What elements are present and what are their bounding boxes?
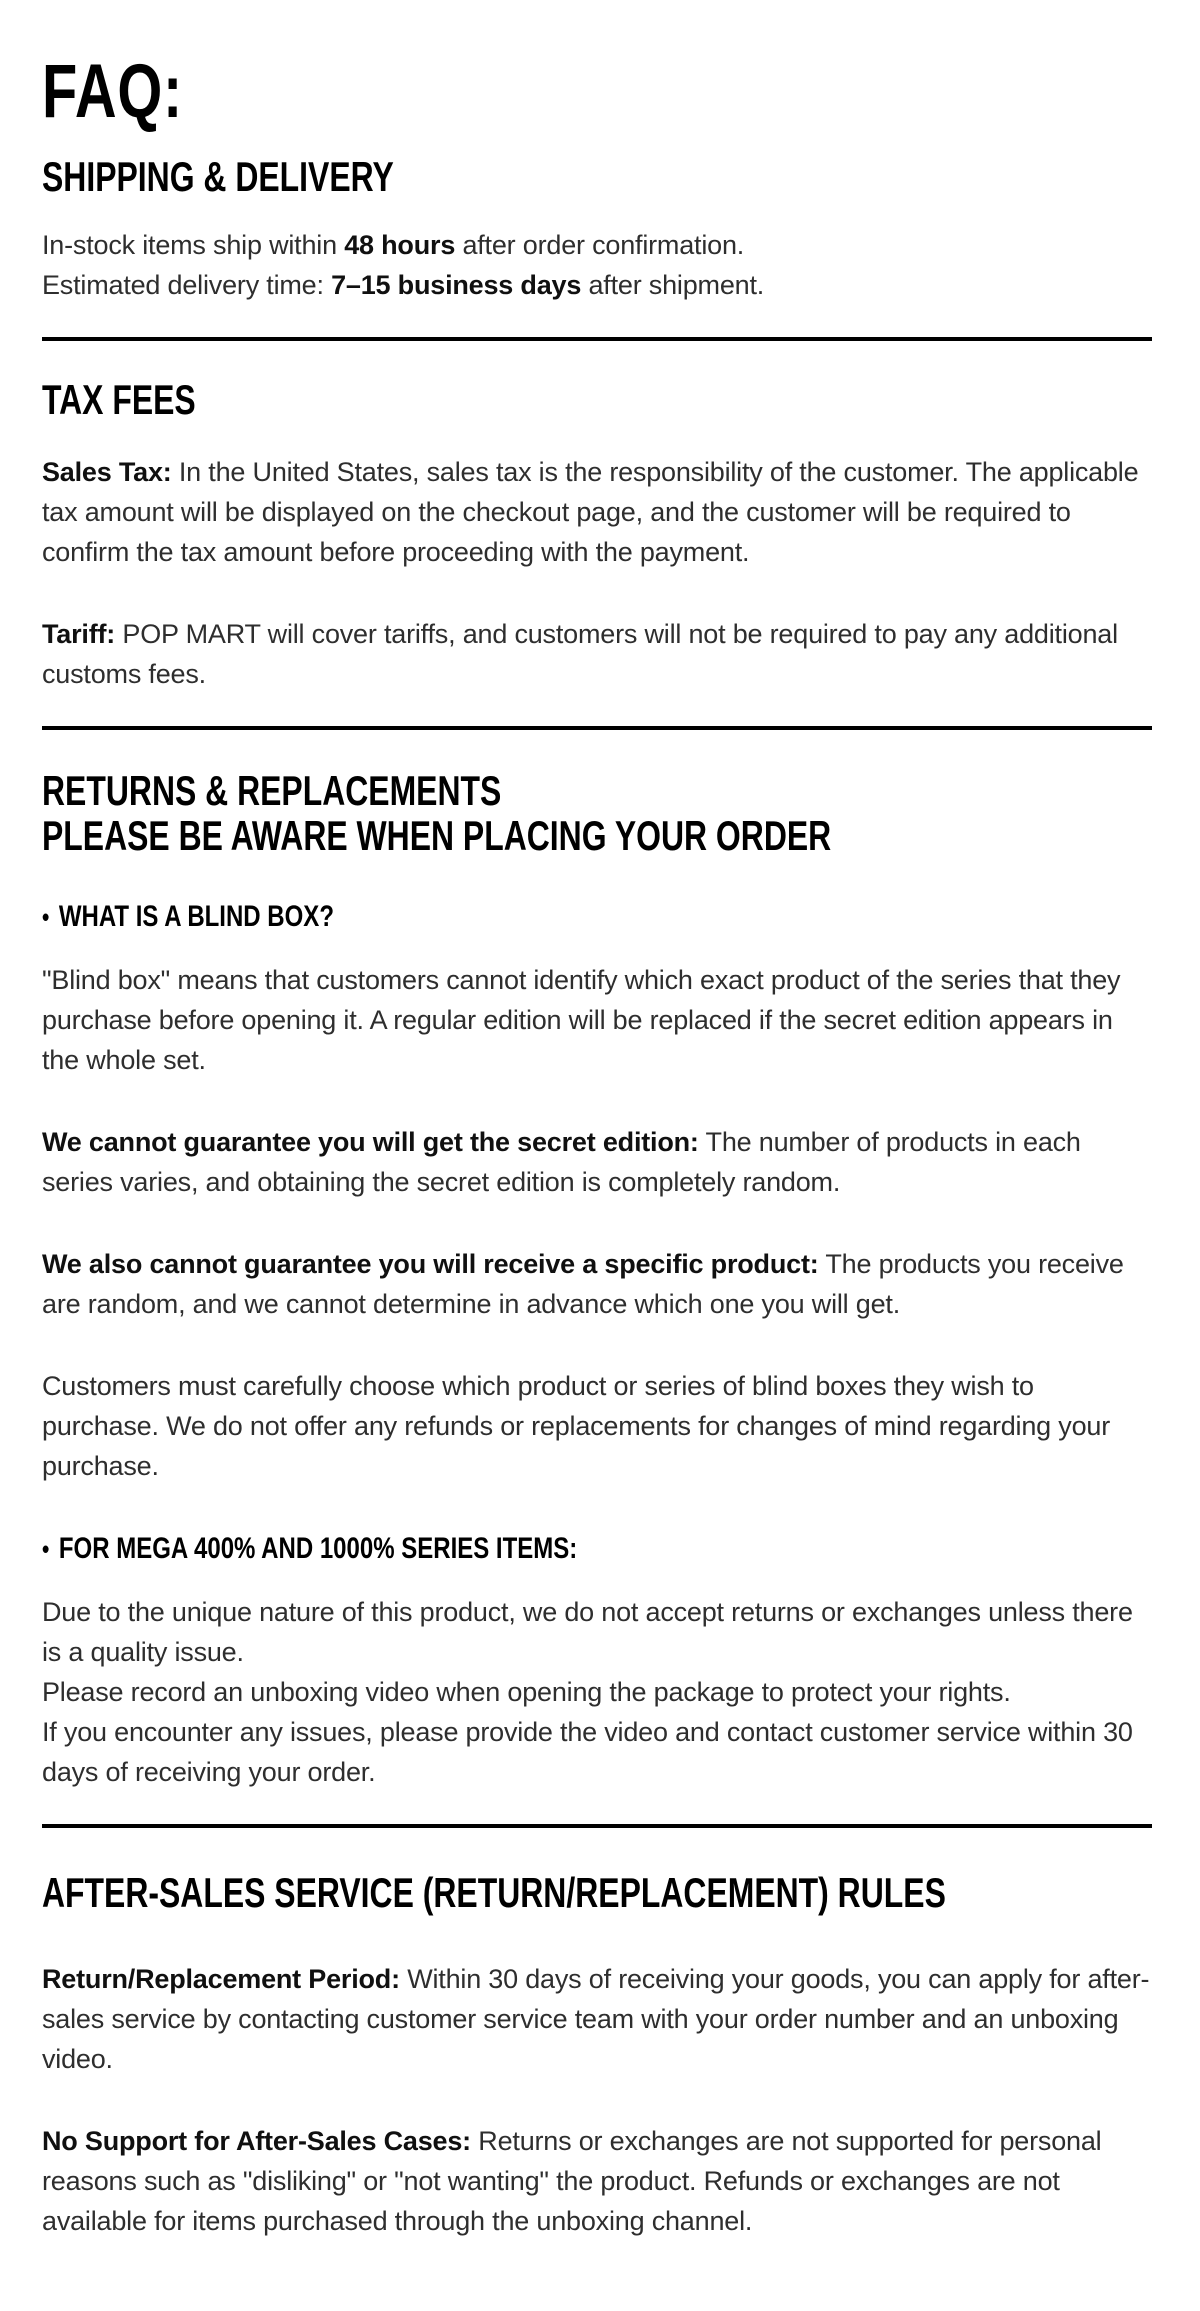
no-support-label: No Support for After-Sales Cases: [42, 2126, 471, 2156]
returns-heading-line-1: RETURNS & REPLACEMENTS [42, 767, 502, 814]
secret-edition-paragraph [42, 1122, 1152, 1202]
shipping-paragraph [42, 225, 1152, 305]
section-divider [42, 337, 1152, 341]
mega-series-line-1: Due to the unique nature of this product, we do not accept returns or exchanges unless there is a quality issue. [42, 1597, 1133, 1667]
text-run-bold: 48 hours [344, 230, 456, 260]
shipping-heading: SHIPPING & DELIVERY [42, 153, 394, 200]
section-divider [42, 1824, 1152, 1828]
mega-series-heading [42, 1532, 930, 1566]
blind-box-question-heading [42, 900, 930, 934]
section-tax-fees [42, 377, 1152, 694]
returns-heading [42, 768, 886, 858]
shipping-line-1 [42, 225, 1152, 265]
text-run: Returns or exchanges are not supported for personal reasons such as "disliking" or "not wanting" the product. Refunds or exchanges are not available for items purchased through the unboxing channel. [42, 2126, 1102, 2236]
return-period-paragraph [42, 1959, 1152, 2079]
blind-box-definition-paragraph: "Blind box" means that customers cannot identify which exact product of the series that they purchase before opening it. A regular edition will be replaced if the secret edition appears in the whole set. [42, 965, 1121, 1075]
text-run: after order confirmation. [455, 230, 745, 260]
specific-product-paragraph [42, 1244, 1152, 1324]
page-title: FAQ: [42, 49, 184, 134]
section-shipping-delivery [42, 154, 1152, 305]
text-run-bold: 7–15 business days [331, 270, 582, 300]
section-returns-replacements [42, 768, 1152, 1792]
sales-tax-label: Sales Tax: [42, 457, 172, 487]
text-run: The products you receive are random, and we cannot determine in advance which one you will get. [42, 1249, 1124, 1319]
secret-edition-label: We cannot guarantee you will get the secret edition: [42, 1127, 699, 1157]
text-run: In-stock items ship within [42, 230, 345, 260]
tax-fees-heading: TAX FEES [42, 376, 196, 423]
returns-heading-line-2: PLEASE BE AWARE WHEN PLACING YOUR ORDER [42, 812, 832, 859]
sales-tax-paragraph [42, 452, 1152, 572]
no-support-paragraph [42, 2121, 1152, 2241]
return-period-label: Return/Replacement Period: [42, 1964, 400, 1994]
text-run: In the United States, sales tax is the responsibility of the customer. The applicable tax amount will be displayed on the checkout page, and the customer will be required to confirm the tax amount before proceeding with the payment. [42, 457, 1139, 567]
specific-product-label: We also cannot guarantee you will receive a specific product: [42, 1249, 819, 1279]
bullet-icon: • [42, 902, 50, 932]
mega-series-line-3: If you encounter any issues, please provide the video and contact customer service within 30 days of receiving your order. [42, 1717, 1133, 1787]
question-heading-label: WHAT IS A BLIND BOX? [58, 900, 334, 933]
text-run: Estimated delivery time: [42, 270, 332, 300]
text-run: Within 30 days of receiving your goods, you can apply for after-sales service by contacting customer service team with your order number and an unboxing video. [42, 1964, 1150, 2074]
choose-carefully-paragraph: Customers must carefully choose which product or series of blind boxes they wish to purchase. We do not offer any refunds or replacements for changes of mind regarding your purchase. [42, 1371, 1111, 1481]
mega-series-paragraph [42, 1592, 1152, 1792]
question-heading-label: FOR MEGA 400% AND 1000% SERIES ITEMS: [58, 1532, 578, 1565]
text-run: The number of products in each series varies, and obtaining the secret edition is completely random. [42, 1127, 1081, 1197]
tariff-paragraph [42, 614, 1152, 694]
shipping-line-2 [42, 265, 1152, 305]
tariff-label: Tariff: [42, 619, 116, 649]
mega-series-line-2: Please record an unboxing video when opening the package to protect your rights. [42, 1677, 1011, 1707]
bullet-icon: • [42, 1534, 50, 1564]
text-run: POP MART will cover tariffs, and customers will not be required to pay any additional customs fees. [42, 619, 1118, 689]
section-divider [42, 726, 1152, 730]
section-after-sales [42, 1870, 1152, 2241]
text-run: after shipment. [581, 270, 765, 300]
after-sales-heading: AFTER-SALES SERVICE (RETURN/REPLACEMENT) RULES [42, 1869, 946, 1916]
